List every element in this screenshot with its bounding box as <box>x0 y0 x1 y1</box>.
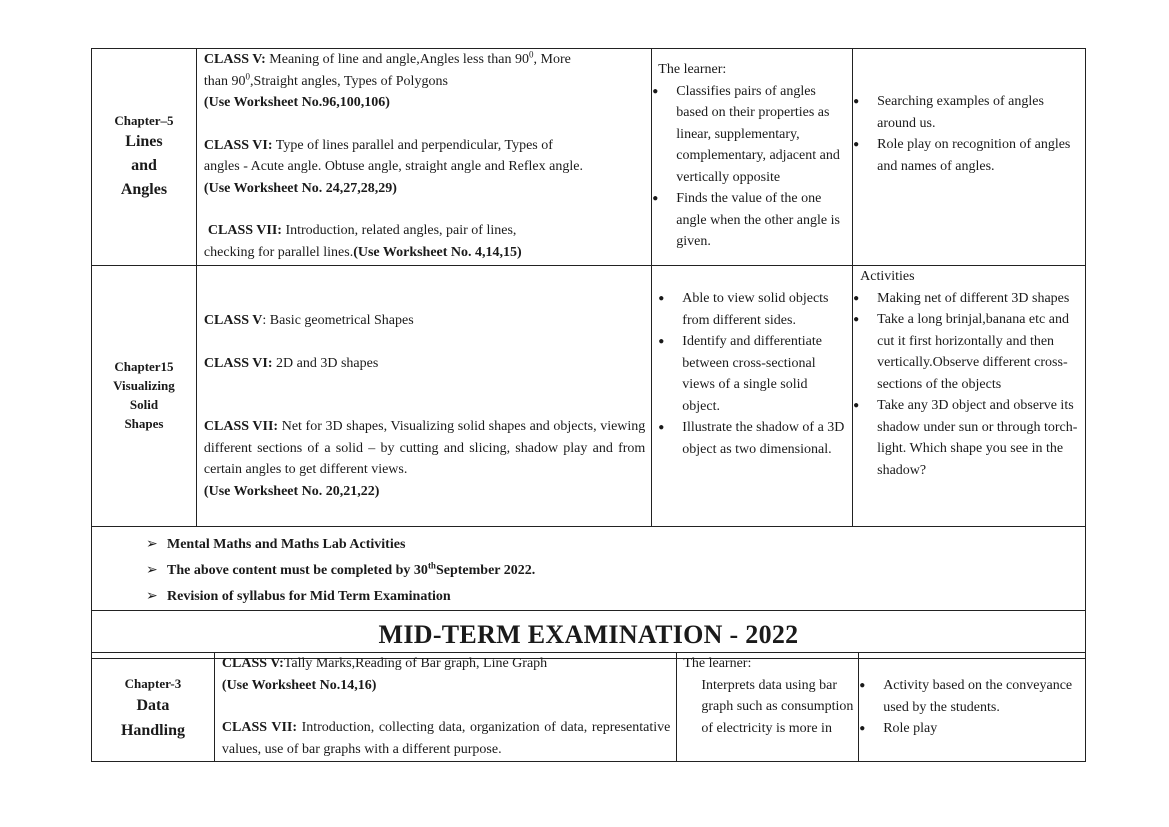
list-item: ● Interprets data using bar graph such as consumption of electricity is more in <box>701 675 854 740</box>
syllabus-table-top <box>91 48 1086 659</box>
list-item: ● Take a long brinjal,banana etc and cut it first horizontally and then vertically.Observe different cross-sections of the objects <box>877 309 1081 395</box>
chapter-name-line: Handling <box>120 722 185 740</box>
chapter-name-line: Solid <box>129 397 159 412</box>
chapter-name-line: and <box>131 157 157 175</box>
content-text: Tally Marks,Reading of Bar graph, Line Graph <box>283 656 548 671</box>
class-label: CLASS VII: <box>221 720 298 735</box>
content-text: Type of lines parallel and perpendicular, Types of <box>275 137 553 153</box>
chapter-label: Chapter–5 <box>114 112 174 128</box>
content-cell-lines-angles <box>196 49 651 266</box>
class-label: CLASS V <box>203 313 263 328</box>
list-item: ● Identify and differentiate between cross-sectional views of a single solid object. <box>682 331 848 417</box>
outcomes-cell-solid-shapes <box>652 266 853 527</box>
activities-cell-solid-shapes <box>853 266 1086 527</box>
activities-lead: Activities <box>860 269 915 284</box>
list-item: ● Classifies pairs of angles based on their properties as linear, supplementary, complementary, adjacent and vertically opposite <box>676 81 848 189</box>
content-text: Net for 3D shapes, Visualizing solid shapes and objects, viewing different sections of a solid – by cutting and slicing, shadow play and from certain angles to get different views. <box>203 419 646 477</box>
notes-cell <box>92 527 1086 611</box>
chapter-name-line: Chapter15 <box>114 359 174 375</box>
activities-cell-data-handling <box>859 653 1086 762</box>
class-label: CLASS VII: <box>207 223 282 238</box>
list-item: ● Role play on recognition of angles and names of angles. <box>877 134 1081 177</box>
list-item: ● Able to view solid objects from different sides. <box>682 288 848 331</box>
worksheet-ref: (Use Worksheet No. 20,21,22) <box>203 483 380 499</box>
content-text: angles - Acute angle. Obtuse angle, straight angle and Reflex angle. <box>203 159 583 174</box>
worksheet-ref: (Use Worksheet No. 4,14,15) <box>353 244 522 260</box>
content-text: : Basic geometrical Shapes <box>262 313 414 328</box>
list-item: ● Illustrate the shadow of a 3D object as two dimensional. <box>682 417 848 460</box>
arrow-icon: ➢ <box>146 563 158 578</box>
list-item: ● Take any 3D object and observe its shadow under sun or through torch-light. Which shape you see in the shadow? <box>877 395 1081 481</box>
class-label: CLASS VI: <box>203 137 273 153</box>
arrow-icon: ➢ <box>146 589 158 604</box>
list-item: ● Searching examples of angles around us. <box>877 91 1081 134</box>
note-item: ➢ Revision of syllabus for Mid Term Examination <box>92 584 1085 610</box>
list-item: ● Finds the value of the one angle when the other angle is given. <box>676 188 848 253</box>
arrow-icon: ➢ <box>146 537 158 552</box>
chapter-name-line: Lines <box>125 133 163 151</box>
content-cell-data-handling <box>214 653 676 762</box>
content-text: Meaning of line and angle,Angles less than $90^0$, More <box>269 49 571 67</box>
note-item: ➢ The above content must be completed by 30thSeptember 2022. <box>92 558 1085 584</box>
chapter-name-line: Data <box>136 697 170 715</box>
worksheet-ref: (Use Worksheet No. 24,27,28,29) <box>203 180 397 196</box>
exam-title: MID-TERM EXAMINATION - 2022 <box>92 611 1086 659</box>
list-item: ● Making net of different 3D shapes <box>877 288 1081 310</box>
outcomes-lead: The learner: <box>683 656 752 671</box>
list-item: ● Activity based on the conveyance used by the students. <box>883 675 1081 718</box>
activities-cell-lines-angles <box>853 49 1086 266</box>
chapter-cell-lines-angles <box>92 49 197 266</box>
list-item: ● Role play <box>883 718 1081 740</box>
chapter-name-line: Visualizing <box>113 378 175 394</box>
worksheet-ref: (Use Worksheet No.96,100,106) <box>203 95 390 110</box>
outcomes-lead: The learner: <box>658 62 727 77</box>
chapter-cell-data-handling <box>92 653 215 762</box>
chapter-name-line: Angles <box>120 181 168 199</box>
worksheet-ref: (Use Worksheet No.14,16) <box>221 677 377 693</box>
outcomes-cell-data-handling <box>677 653 859 762</box>
content-text: than $90^0,Straight$ angles, Types of Polygons <box>203 70 448 89</box>
content-text: checking for parallel lines. <box>203 244 354 260</box>
content-cell-solid-shapes <box>196 266 651 527</box>
class-label: CLASS VI: <box>203 355 273 371</box>
syllabus-table-bottom <box>91 652 1086 762</box>
content-text: Introduction, collecting data, organization of data, representative values, use of bar graphs with a different purpose. <box>221 720 671 757</box>
content-text: Introduction, related angles, pair of lines, <box>285 223 517 238</box>
note-item: ➢ Mental Maths and Maths Lab Activities <box>92 532 1085 558</box>
class-label: CLASS V: <box>203 52 266 67</box>
chapter-cell-solid-shapes <box>92 266 197 527</box>
class-label: CLASS V: <box>221 656 284 671</box>
chapter-name-line: Shapes <box>124 415 164 431</box>
chapter-label: Chapter-3 <box>124 675 182 691</box>
outcomes-cell-lines-angles <box>652 49 853 266</box>
class-label: CLASS VII: <box>203 419 279 434</box>
content-text: 2D and 3D shapes <box>276 355 379 371</box>
